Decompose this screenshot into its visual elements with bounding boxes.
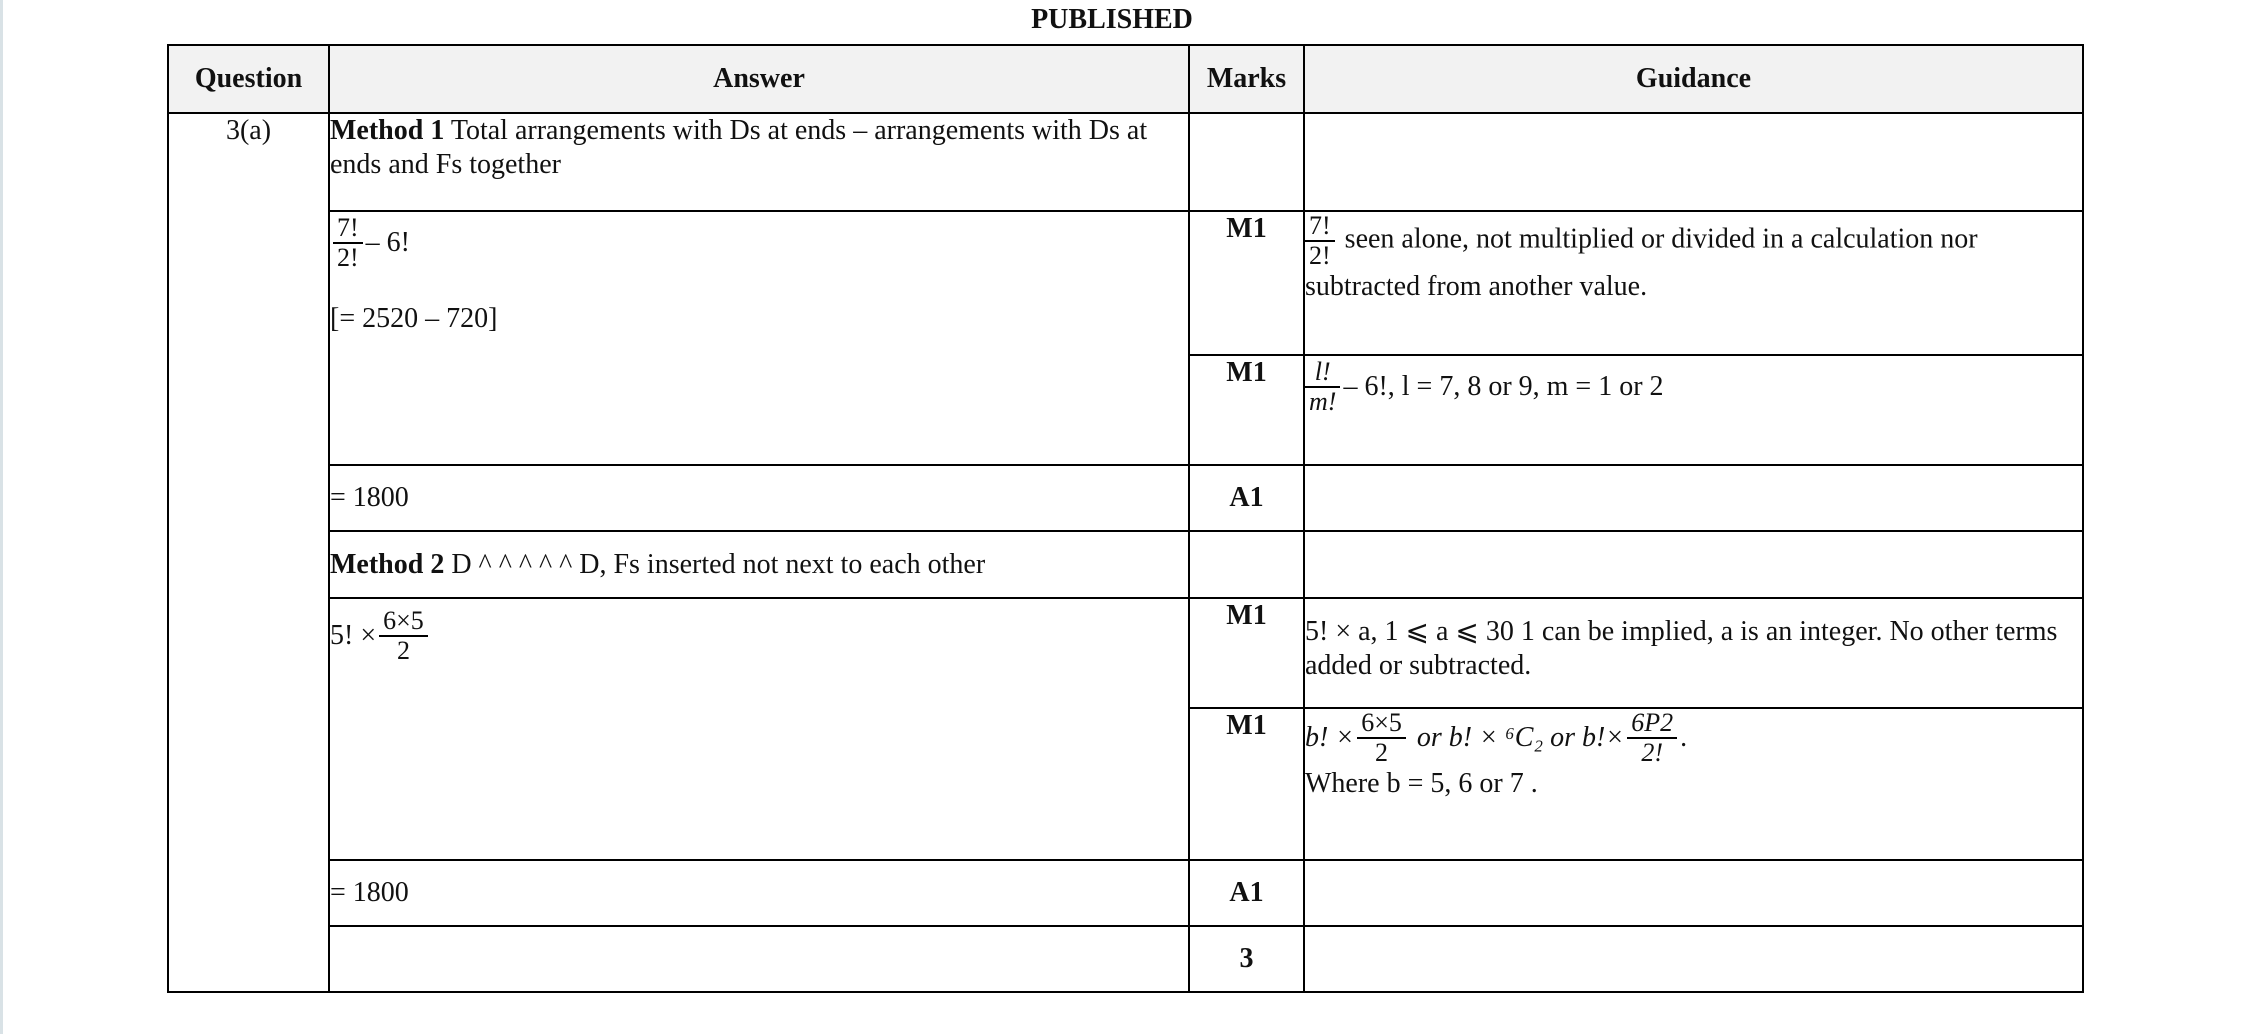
method1-heading [329,113,1189,211]
table-row [168,860,2083,926]
method2-mark-3: A1 [1189,860,1304,926]
method2-guidance-2 [1304,708,2083,860]
method1-heading-marks [1189,113,1304,211]
fraction-numerator: 6P2 [1631,708,1674,737]
heading-text: PUBLISHED [1031,4,1193,35]
fraction-denominator: 2 [379,635,428,665]
method1-calculation [329,211,1189,465]
fraction-denominator: 2 [1357,737,1406,767]
method1-result: = 1800 [329,465,1189,531]
method2-result-guidance [1304,860,2083,926]
fraction-denominator: m! [1305,386,1340,416]
method1-mark-1: M1 [1189,211,1304,355]
guidance-prefix: b! × [1305,722,1355,753]
table-row [168,598,2083,708]
table-row [168,465,2083,531]
method2-expression [330,607,1188,665]
table-row [168,113,2083,211]
header-guidance: Guidance [1304,45,2083,113]
table-header-row [168,45,2083,113]
table-row [168,531,2083,598]
guidance-text: seen alone, not multiplied or divided in a calculation nor subtracted from another value. [1305,223,1978,302]
method2-calculation [329,598,1189,860]
method2-heading-guidance [1304,531,2083,598]
method2-mark-1: M1 [1189,598,1304,708]
method1-mark-2: M1 [1189,355,1304,465]
method1-heading-guidance [1304,113,2083,211]
method1-calc-rest: – 6! [365,227,410,258]
mark-scheme-table [167,44,2084,993]
total-marks: 3 [1189,926,1304,992]
guidance-end: . [1680,722,1688,753]
header-marks: Marks [1189,45,1304,113]
fraction-denominator: 2! [333,242,363,272]
header-question: Question [168,45,329,113]
method2-label: Method 2 [330,548,445,580]
page-left-edge [0,0,3,1034]
page-heading [0,2,2244,38]
method2-calc-prefix: 5! × [330,620,377,651]
guidance-fraction [1305,358,1340,416]
guidance-text: – 6!, l = 7, 8 or 9, m = 1 or 2 [1343,371,1664,402]
guidance-expression [1305,358,2082,416]
method1-label: Method 1 [330,115,445,146]
table-row [168,211,2083,355]
method2-heading [329,531,1189,598]
method1-evaluation: [= 2520 – 720] [330,303,498,334]
method1-mark-3: A1 [1189,465,1304,531]
fraction-numerator: 6×5 [383,606,424,635]
method2-heading-marks [1189,531,1304,598]
fraction-denominator: 2! [1305,240,1335,270]
total-answer [329,926,1189,992]
method2-mark-2: M1 [1189,708,1304,860]
header-answer: Answer [329,45,1189,113]
fraction-numerator: 7! [337,213,359,242]
fraction-numerator: l! [1314,357,1331,386]
method2-guidance-1: 5! × a, 1 ⩽ a ⩽ 30 1 can be implied, a is an integer. No other terms added or subtracted. [1304,598,2083,708]
method2-fraction [379,607,428,665]
guidance-fraction [1305,212,1335,270]
fraction-numerator: 7! [1309,211,1331,240]
fraction-numerator: 6×5 [1361,708,1402,737]
question-number: 3(a) [168,113,329,992]
table-row [168,926,2083,992]
total-guidance [1304,926,2083,992]
guidance-expression [1305,709,2082,767]
method1-fraction [333,214,363,272]
guidance-where: Where b = 5, 6 or 7 . [1305,768,1538,799]
guidance-middle: or b! × ⁶C₂ or b!× [1416,722,1625,753]
method1-result-guidance [1304,465,2083,531]
method1-text: Total arrangements with Ds at ends – arrangements with Ds at ends and Fs together [330,115,1148,180]
fraction-denominator: 2! [1627,737,1677,767]
method2-result: = 1800 [329,860,1189,926]
method1-guidance-1 [1304,211,2083,355]
method1-guidance-2 [1304,355,2083,465]
method1-expression [330,214,1188,272]
guidance-fraction-1 [1357,709,1406,767]
method2-text: D ^ ^ ^ ^ ^ D, Fs inserted not next to each other [451,548,986,580]
guidance-fraction-2 [1627,709,1677,767]
